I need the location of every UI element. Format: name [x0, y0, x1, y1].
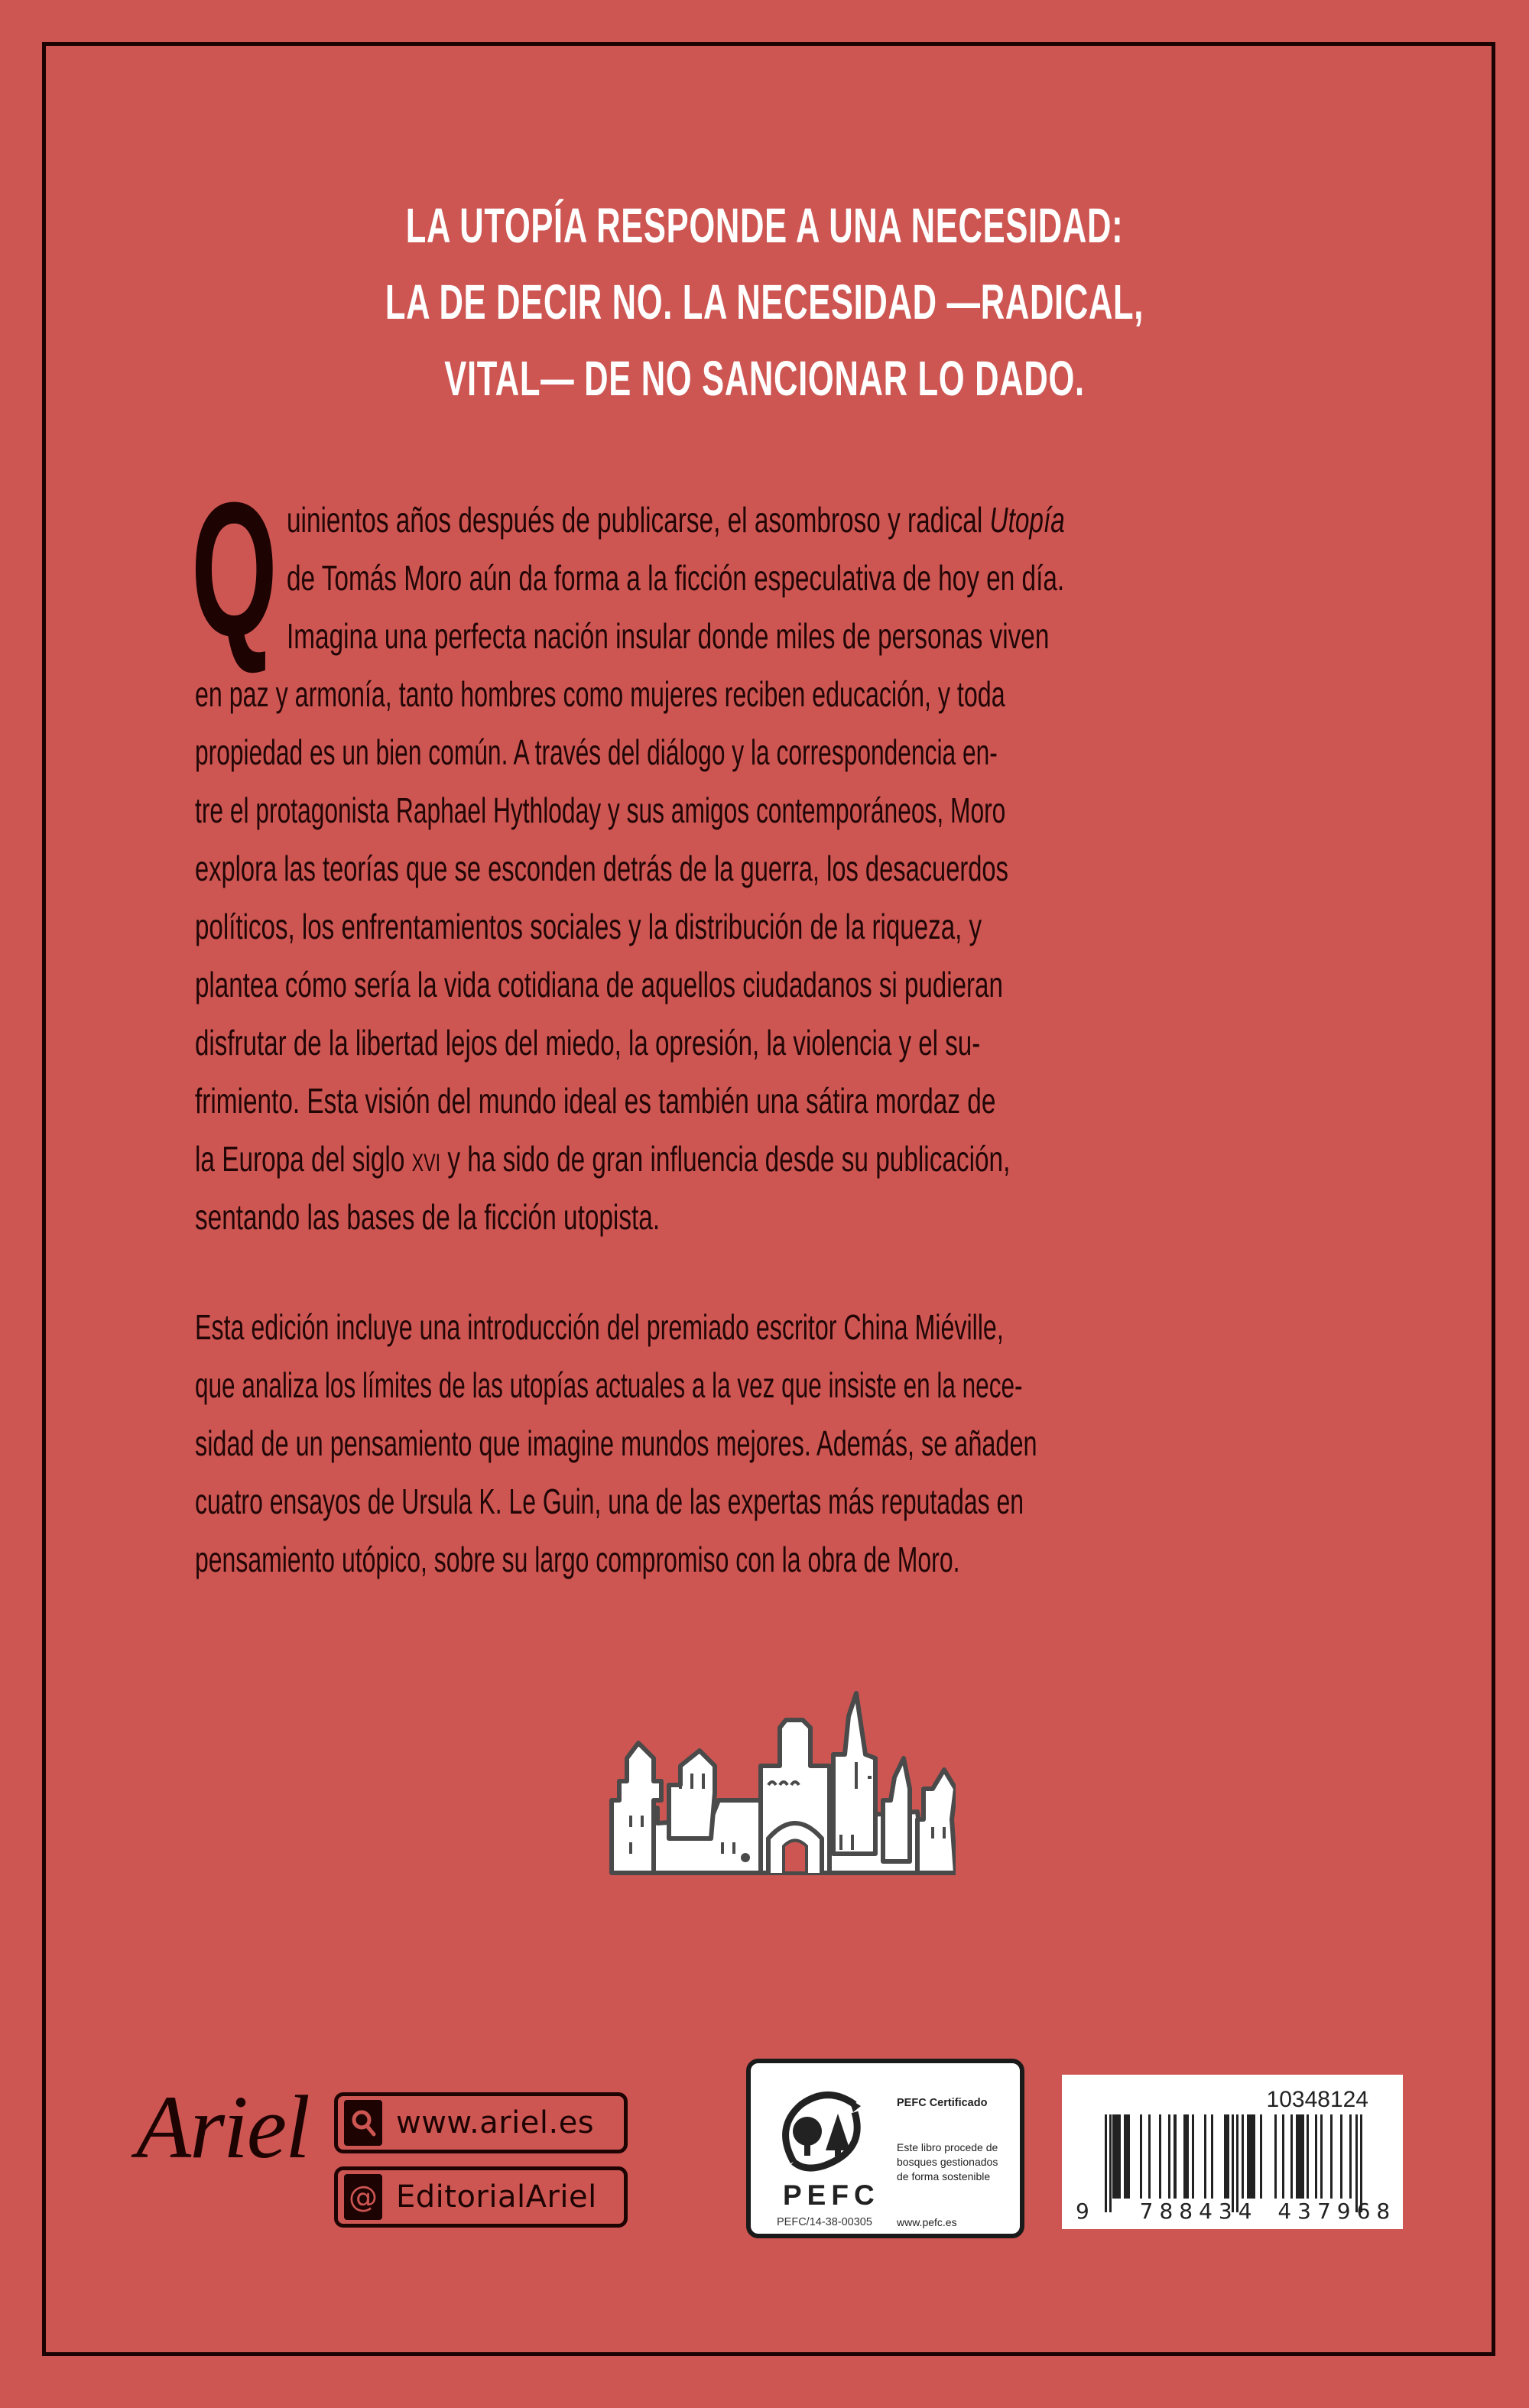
headline-line: LA DE DECIR NO. LA NECESIDAD —RADICAL,: [385, 274, 1144, 329]
pefc-license-code: PEFC/14-38-00305: [777, 2216, 872, 2228]
text-line: plantea cómo sería la vida cotidiana de aquellos ciudadanos si pudieran: [195, 965, 1003, 1004]
text-line: Esta edición incluye una introducción del premiado escritor China Miéville,: [195, 1307, 1004, 1347]
text-line: uinientos años después de publicarse, el asombroso y radical Utopía: [287, 500, 1065, 540]
social-handle-link[interactable]: [334, 2166, 628, 2228]
castle-woodcut-icon: [596, 1686, 956, 1881]
text-line: sidad de un pensamiento que imagine mundos mejores. Además, se añaden: [195, 1423, 1037, 1463]
text-line: frimiento. Esta visión del mundo ideal es también una sátira mordaz de: [195, 1081, 996, 1121]
pefc-description: Este libro procede de bosques gestionados de forma sostenible: [897, 2141, 998, 2182]
publisher-logo: Ariel: [136, 2077, 309, 2177]
pefc-title: PEFC Certificado: [897, 2097, 988, 2109]
text-line: propiedad es un bien común. A través del diálogo y la correspondencia en-: [195, 732, 998, 772]
text-line: pensamiento utópico, sobre su largo compromiso con la obra de Moro.: [195, 1540, 960, 1579]
synopsis-paragraph-2: [195, 1298, 1342, 1589]
text-line: sentando las bases de la ficción utopista.: [195, 1197, 661, 1237]
pefc-url: www.pefc.es: [897, 2216, 957, 2228]
text-line: cuatro ensayos de Ursula K. Le Guin, una de las expertas más reputadas en: [195, 1481, 1024, 1521]
drop-cap: Q: [191, 462, 278, 676]
text-line: explora las teorías que se esconden detrás de la guerra, los desacuerdos: [195, 849, 1008, 888]
pefc-certification-label: [746, 2059, 1024, 2238]
headline-line: LA UTOPÍA RESPONDE A UNA NECESIDAD:: [405, 198, 1124, 253]
social-handle: EditorialAriel: [396, 2179, 597, 2215]
text-line: la Europa del siglo XVI y ha sido de gran influencia desde su publicación,: [195, 1139, 1011, 1179]
at-sign-icon: @: [344, 2174, 382, 2220]
text-line: disfrutar de la libertad lejos del miedo, la opresión, la violencia y el su-: [195, 1023, 981, 1063]
book-title-italic: Utopía: [989, 500, 1065, 540]
century-smallcaps: XVI: [411, 1149, 441, 1176]
text-line: políticos, los enfrentamientos sociales y la distribución de la riqueza, y: [195, 907, 982, 946]
text-line: tre el protagonista Raphael Hythloday y sus amigos contemporáneos, Moro: [195, 790, 1006, 830]
barcode-reference-number: 10348124: [1266, 2087, 1368, 2112]
isbn-digits: 9 788434 437968: [1076, 2199, 1397, 2224]
text-line: Imagina una perfecta nación insular donde miles de personas viven: [287, 616, 1050, 656]
synopsis-paragraph-1-indented: [287, 491, 1342, 665]
headline-line: VITAL— DE NO SANCIONAR LO DADO.: [444, 351, 1085, 406]
search-icon: [344, 2100, 382, 2146]
pefc-wordmark: PEFC: [783, 2179, 880, 2211]
pefc-trees-logo-icon: [778, 2089, 870, 2177]
text-line: en paz y armonía, tanto hombres como mujeres reciben educación, y toda: [195, 674, 1005, 714]
synopsis-paragraph-1: [195, 665, 1342, 1246]
text-line: que analiza los límites de las utopías actuales a la vez que insiste en la nece-: [195, 1365, 1023, 1405]
website-link[interactable]: [334, 2092, 628, 2153]
headline-quote: [0, 187, 1529, 417]
website-url: www.ariel.es: [396, 2105, 595, 2140]
isbn-barcode: [1062, 2075, 1403, 2229]
text-line: de Tomás Moro aún da forma a la ficción especulativa de hoy en día.: [287, 558, 1065, 598]
